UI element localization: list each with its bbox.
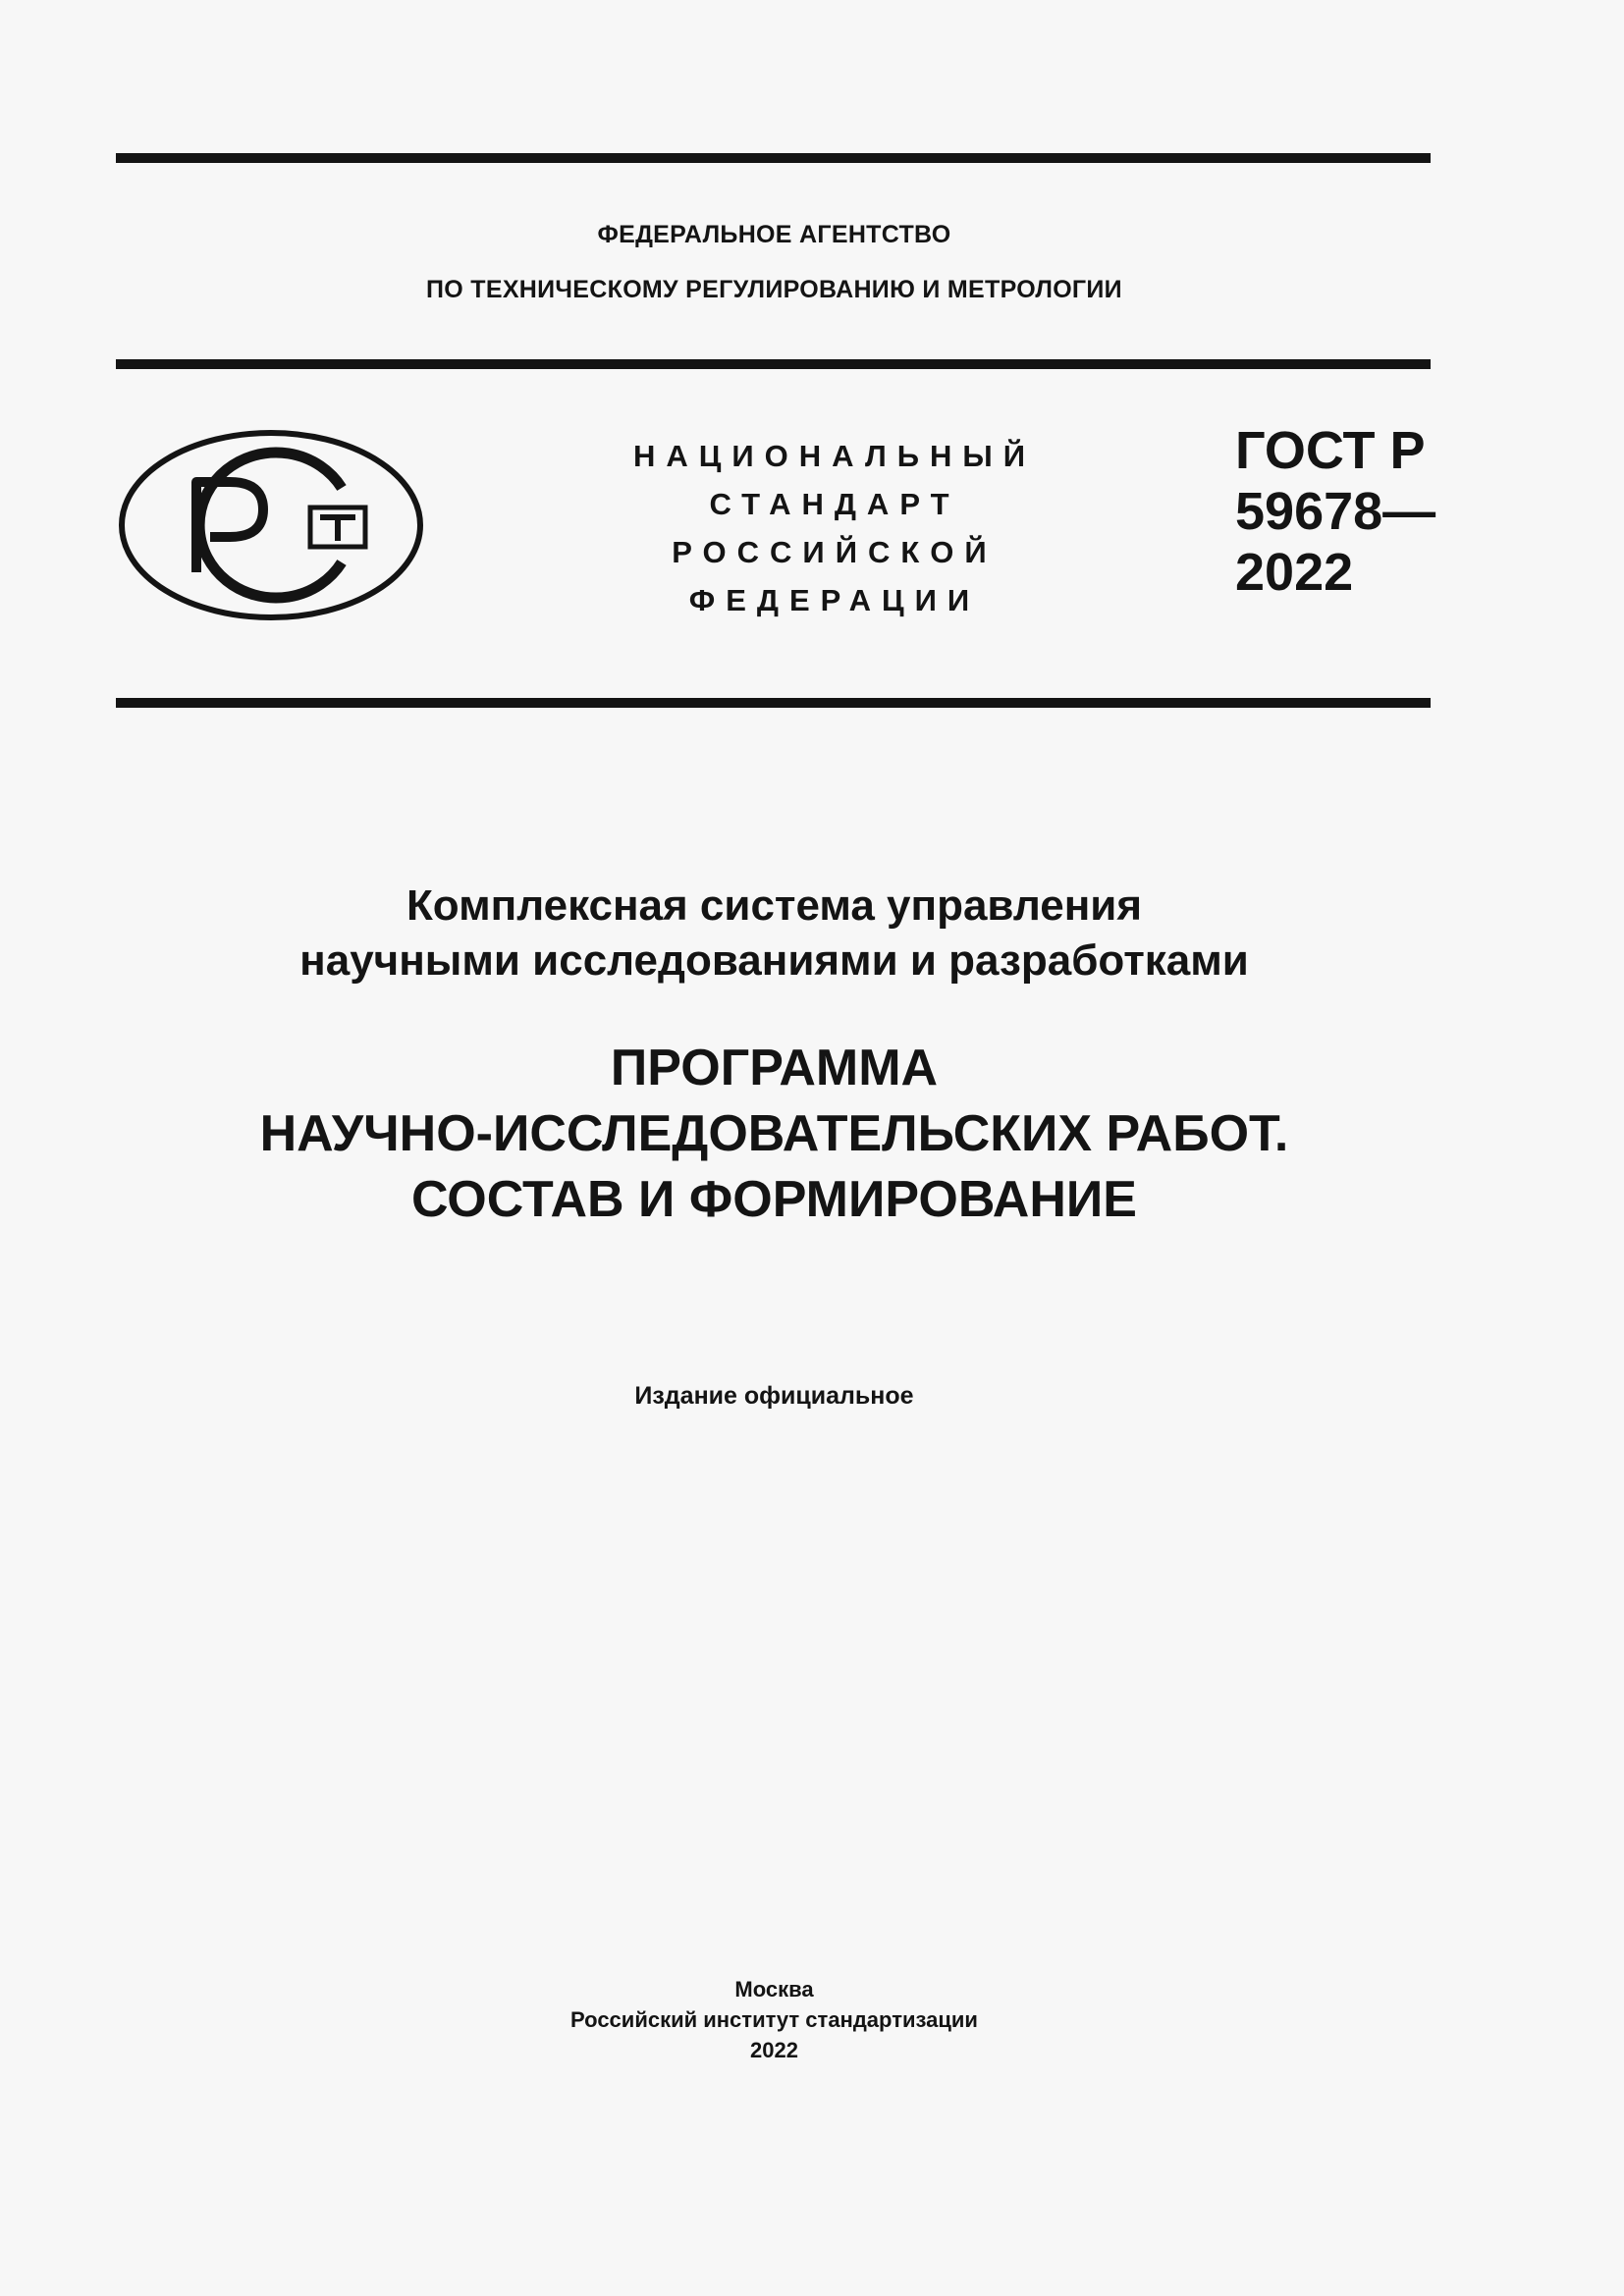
- gost-line-3: 2022: [1235, 543, 1354, 602]
- gost-designation: [1235, 420, 1435, 603]
- rst-conformity-emblem-icon: [116, 427, 426, 623]
- imprint-year: 2022: [750, 2038, 798, 2062]
- title-line-3: СОСТАВ И ФОРМИРОВАНИЕ: [411, 1171, 1137, 1228]
- subtitle-line-1: Комплексная система управления: [406, 881, 1143, 930]
- national-line-4: ФЕДЕРАЦИИ: [688, 583, 981, 617]
- agency-name-line-2: ПО ТЕХНИЧЕСКОМУ РЕГУЛИРОВАНИЮ И МЕТРОЛОГИИ: [426, 276, 1122, 303]
- edition-label: Издание официальное: [634, 1382, 914, 1410]
- agency-name-line-1: ФЕДЕРАЛЬНОЕ АГЕНТСТВО: [597, 221, 951, 248]
- gost-line-1: ГОСТ Р: [1235, 421, 1426, 480]
- national-standard-label: [530, 432, 1139, 624]
- document-subtitle: [0, 879, 1548, 988]
- national-line-2: СТАНДАРТ: [709, 487, 960, 521]
- gost-line-2: 59678—: [1235, 482, 1436, 541]
- title-line-2: НАУЧНО-ИССЛЕДОВАТЕЛЬСКИХ РАБОТ.: [259, 1105, 1289, 1162]
- national-line-1: НАЦИОНАЛЬНЫЙ: [632, 439, 1037, 473]
- top-rule: [116, 153, 1431, 163]
- title-line-1: ПРОГРАММА: [610, 1040, 939, 1096]
- subtitle-line-2: научными исследованиями и разработками: [299, 936, 1249, 985]
- imprint-city: Москва: [734, 1977, 814, 2002]
- header-bottom-rule: [116, 359, 1431, 369]
- imprint: [0, 1974, 1548, 2065]
- standard-block-bottom-rule: [116, 698, 1431, 708]
- national-line-3: РОССИЙСКОЙ: [672, 535, 998, 569]
- imprint-publisher: Российский институт стандартизации: [570, 2007, 978, 2032]
- document-title: [0, 1036, 1548, 1233]
